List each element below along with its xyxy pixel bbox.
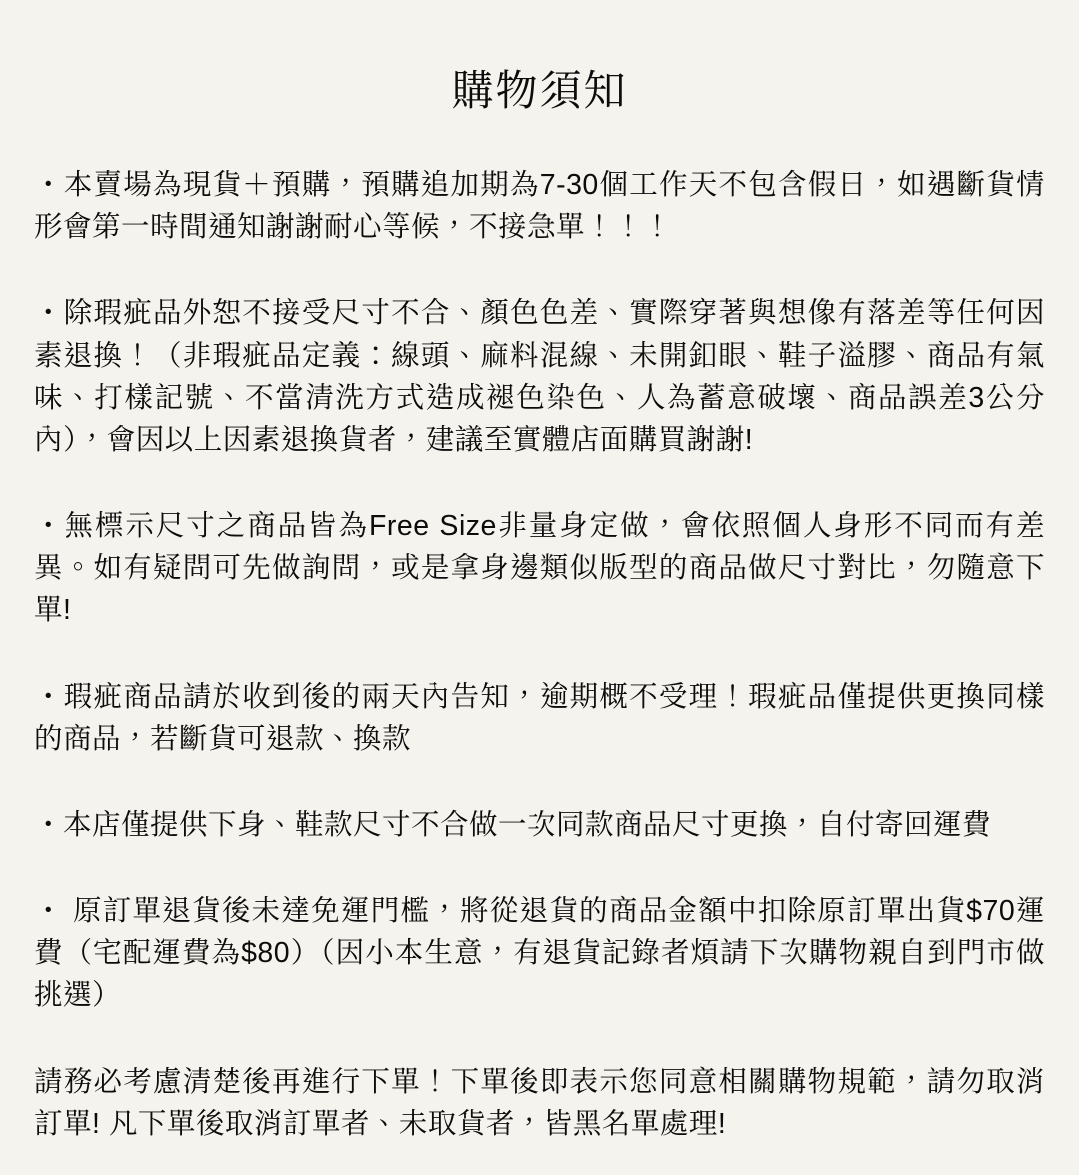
notice-paragraph-return-exclusions: ・除瑕疵品外恕不接受尺寸不合、顏色色差、實際穿著與想像有落差等任何因素退換！（非瑕疵品定義：線頭、麻料混線、未開釦眼、鞋子溢膠、商品有氣味、打樣記號、不當清洗方式造成褪色染色、人為蓄意破壞、商品誤差3公分內），會因以上因素退換貨者，建議至實體店面購買謝謝! [34, 297, 1045, 456]
notice-paragraph-free-size: ・無標示尺寸之商品皆為Free Size非量身定做，會依照個人身形不同而有差異。如有疑問可先做詢問，或是拿身邊類似版型的商品做尺寸對比，勿隨意下單! [34, 510, 1045, 627]
notice-paragraph-size-exchange: ・本店僅提供下身、鞋款尺寸不合做一次同款商品尺寸更換，自付寄回運費 [34, 808, 992, 841]
page-title: 購物須知 [451, 67, 628, 114]
notice-paragraph-final-warning: 請務必考慮清楚後再進行下單！下單後即表示您同意相關購物規範，請勿取消訂單! 凡下單後取消訂單者、未取貨者，皆黑名單處理! [34, 1065, 1045, 1140]
notice-paragraph-defect-report: ・瑕疵商品請於收到後的兩天內告知，逾期概不受理！瑕疵品僅提供更換同樣的商品，若斷貨可退款、換款 [34, 680, 1045, 755]
notice-paragraph-preorder-policy: ・本賣場為現貨＋預購，預購追加期為7-30個工作天不包含假日，如遇斷貨情形會第一時間通知謝謝耐心等候，不接急單！！！ [34, 169, 1045, 244]
notice-paragraph-shipping-fee-deduction: ・ 原訂單退貨後未達免運門檻，將從退貨的商品金額中扣除原訂單出貨$70運費（宅配運費為$80）（因小本生意，有退貨記錄者煩請下次購物親自到門市做挑選） [34, 895, 1045, 1012]
